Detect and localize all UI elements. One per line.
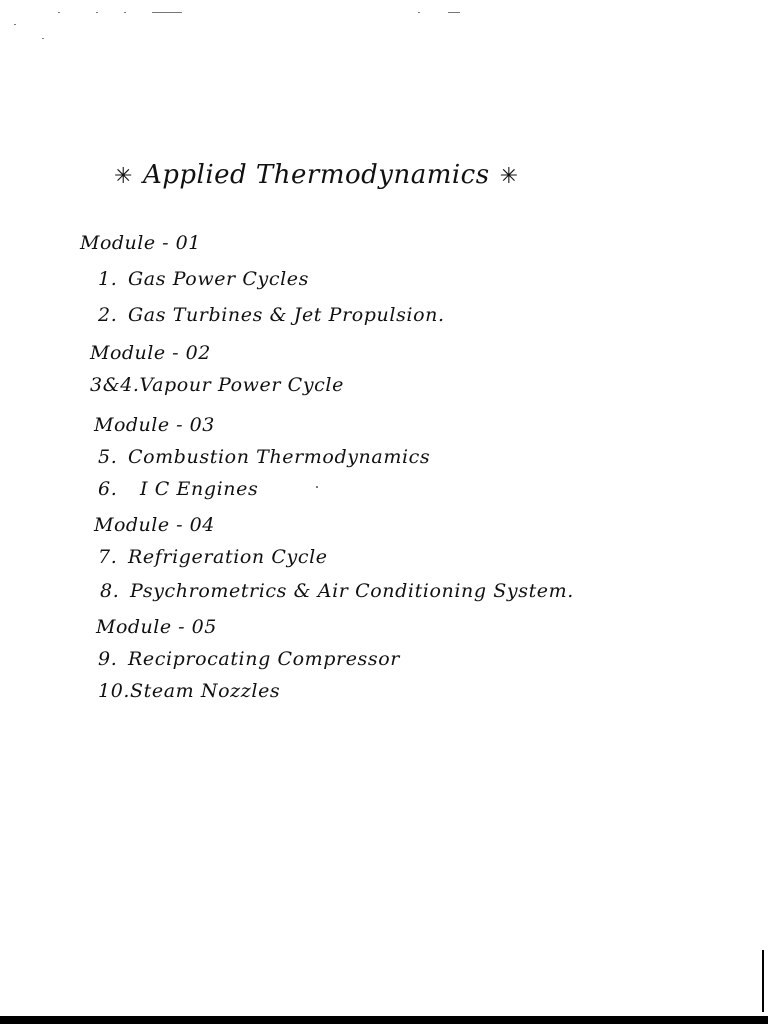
topic-text: Refrigeration Cycle [128,546,328,568]
topic-item [100,580,574,602]
topic-item [98,446,430,468]
topic-item [98,680,280,702]
topic-item [98,268,309,290]
topic-number: 2. [98,304,118,326]
asterisk-icon: ✳ [499,164,519,189]
topic-number: 8. [100,580,120,602]
topic-number: 10. [98,680,131,702]
title-text: Applied Thermodynamics [142,160,490,190]
scan-speck [152,12,182,13]
topic-number: 1. [98,268,118,290]
scan-speck [96,12,98,13]
topic-text: Gas Turbines & Jet Propulsion. [128,304,445,326]
topic-text: Combustion Thermodynamics [128,446,431,468]
scan-edge-mark [762,950,764,1012]
topic-text: Psychrometrics & Air Conditioning System. [130,580,574,602]
scan-speck [418,12,420,13]
scan-bottom-edge [0,1016,768,1024]
topic-number: 9. [98,648,118,670]
topic-number: 7. [98,546,118,568]
module-heading: Module - 05 [96,616,217,638]
topic-text: Reciprocating Compressor [128,648,400,670]
scan-speck [58,12,60,13]
scan-speck [124,12,126,13]
module-heading: Module - 04 [94,514,215,536]
module-heading: Module - 02 [90,342,211,364]
topic-item [90,374,344,396]
topic-item [98,304,445,326]
topic-text: Gas Power Cycles [128,268,309,290]
topic-item [98,648,400,670]
topic-item [98,478,258,500]
module-heading: Module - 01 [80,232,201,254]
scan-speck [42,38,44,39]
topic-number: 6. [98,478,118,500]
scan-speck [448,12,460,13]
module-heading: Module - 03 [94,414,215,436]
topic-item [98,546,328,568]
topic-text: Steam Nozzles [130,680,281,702]
topic-number: 3&4. [90,374,140,396]
scan-speck [14,24,16,25]
asterisk-icon: ✳ [114,164,133,189]
page-title [104,160,529,190]
topic-text: Vapour Power Cycle [139,374,344,396]
scan-speck [316,486,318,488]
topic-number: 5. [98,446,118,468]
topic-text: I C Engines [140,478,259,500]
